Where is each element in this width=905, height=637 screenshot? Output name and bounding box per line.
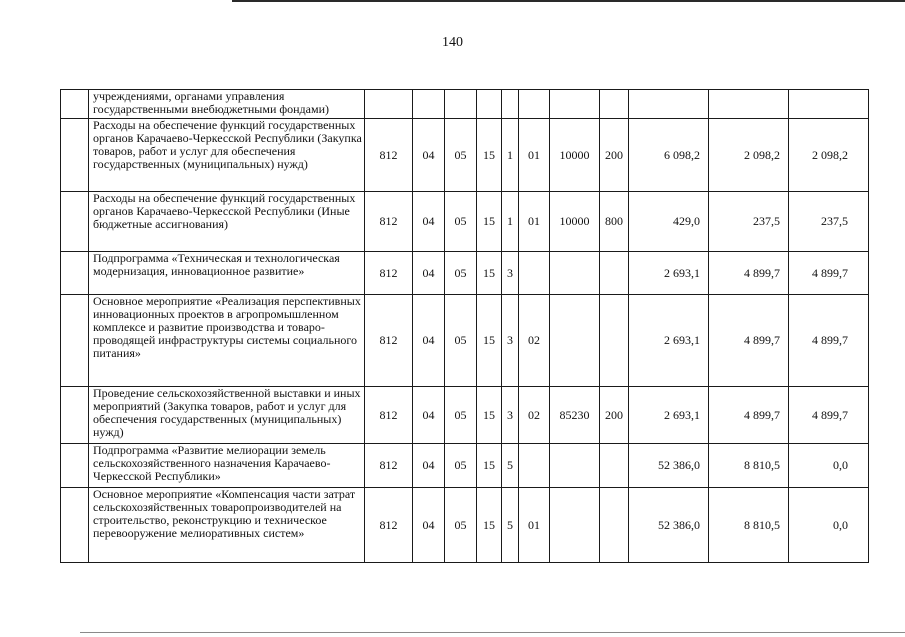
item-name-cell: Расходы на обеспечение функций государственных органов Карачаево-Черкесской Республики (Закупка товаров, работ и услуг для обеспечения государственных (муниципальных) нужд) [89, 119, 365, 192]
item-name-cell: Основное мероприятие «Реализация перспективных инновационных проектов в агропромышленном комплексе и развитие производства и товаро-проводящей инфраструктуры системы социального питания» [89, 295, 365, 387]
activity-code-cell: 01 [519, 488, 550, 563]
item-name-cell: учреждениями, органами управления государственными внебюджетными фондами) [89, 90, 365, 119]
direction-code-cell: 10000 [550, 119, 600, 192]
amount-year-3-cell: 4 899,7 [789, 387, 869, 444]
program-code-cell: 15 [477, 192, 502, 252]
row-index-cell [61, 90, 89, 119]
item-name-cell: Подпрограмма «Развитие мелиорации земель сельскохозяйственного назначения Карачаево-Черкесской Республики» [89, 444, 365, 488]
program-code-cell: 15 [477, 444, 502, 488]
row-index-cell [61, 252, 89, 295]
expense-type-code-cell [600, 252, 629, 295]
subprogram-code-cell: 1 [502, 119, 519, 192]
amount-year-2-cell: 8 810,5 [709, 444, 789, 488]
amount-year-1-cell: 429,0 [629, 192, 709, 252]
ministry-code-cell: 812 [365, 488, 413, 563]
subsection-code-cell: 05 [445, 444, 477, 488]
direction-code-cell: 85230 [550, 387, 600, 444]
row-index-cell [61, 387, 89, 444]
table-row [61, 252, 869, 295]
amount-year-1-cell: 2 693,1 [629, 387, 709, 444]
subprogram-code-cell: 3 [502, 295, 519, 387]
item-name-cell: Проведение сельскохозяйственной выставки и иных мероприятий (Закупка товаров, работ и услуг для обеспечения государственных (муниципальных) нужд) [89, 387, 365, 444]
amount-year-3-cell: 237,5 [789, 192, 869, 252]
activity-code-cell [519, 252, 550, 295]
amount-year-2-cell: 8 810,5 [709, 488, 789, 563]
subsection-code-cell: 05 [445, 387, 477, 444]
amount-year-1-cell: 2 693,1 [629, 252, 709, 295]
ministry-code-cell: 812 [365, 387, 413, 444]
item-name-cell: Основное мероприятие «Компенсация части затрат сельскохозяйственных товаропроизводителей на строительство, реконструкцию и техническое перевооружение мелиоративных систем» [89, 488, 365, 563]
table-row [61, 295, 869, 387]
page-number: 140 [442, 35, 463, 50]
subprogram-code-cell: 5 [502, 488, 519, 563]
item-name-cell: Расходы на обеспечение функций государственных органов Карачаево-Черкесской Республики (Иные бюджетные ассигнования) [89, 192, 365, 252]
scan-edge-top [232, 0, 905, 2]
amount-year-3-cell: 2 098,2 [789, 119, 869, 192]
subprogram-code-cell [502, 90, 519, 119]
program-code-cell [477, 90, 502, 119]
amount-year-3-cell: 4 899,7 [789, 295, 869, 387]
section-code-cell: 04 [413, 252, 445, 295]
section-code-cell: 04 [413, 192, 445, 252]
amount-year-3-cell: 4 899,7 [789, 252, 869, 295]
amount-year-3-cell: 0,0 [789, 488, 869, 563]
activity-code-cell: 02 [519, 295, 550, 387]
expense-type-code-cell [600, 295, 629, 387]
table-row [61, 488, 869, 563]
program-code-cell: 15 [477, 119, 502, 192]
amount-year-3-cell: 0,0 [789, 444, 869, 488]
expense-type-code-cell: 200 [600, 387, 629, 444]
subsection-code-cell: 05 [445, 295, 477, 387]
subsection-code-cell: 05 [445, 488, 477, 563]
section-code-cell: 04 [413, 119, 445, 192]
table-row [61, 192, 869, 252]
amount-year-2-cell: 4 899,7 [709, 252, 789, 295]
row-index-cell [61, 192, 89, 252]
row-index-cell [61, 444, 89, 488]
ministry-code-cell: 812 [365, 295, 413, 387]
amount-year-2-cell: 4 899,7 [709, 295, 789, 387]
ministry-code-cell: 812 [365, 252, 413, 295]
expense-type-code-cell: 200 [600, 119, 629, 192]
amount-year-2-cell: 237,5 [709, 192, 789, 252]
amount-year-1-cell: 2 693,1 [629, 295, 709, 387]
expense-type-code-cell [600, 488, 629, 563]
direction-code-cell [550, 488, 600, 563]
ministry-code-cell: 812 [365, 444, 413, 488]
amount-year-1-cell: 6 098,2 [629, 119, 709, 192]
amount-year-1-cell: 52 386,0 [629, 488, 709, 563]
program-code-cell: 15 [477, 252, 502, 295]
direction-code-cell: 10000 [550, 192, 600, 252]
direction-code-cell [550, 90, 600, 119]
expense-type-code-cell [600, 444, 629, 488]
activity-code-cell [519, 444, 550, 488]
amount-year-1-cell: 52 386,0 [629, 444, 709, 488]
subprogram-code-cell: 3 [502, 252, 519, 295]
section-code-cell: 04 [413, 295, 445, 387]
amount-year-2-cell: 4 899,7 [709, 387, 789, 444]
budget-table [60, 89, 869, 563]
amount-year-3-cell [789, 90, 869, 119]
row-index-cell [61, 119, 89, 192]
table-row [61, 119, 869, 192]
direction-code-cell [550, 295, 600, 387]
subsection-code-cell: 05 [445, 252, 477, 295]
section-code-cell: 04 [413, 444, 445, 488]
subprogram-code-cell: 1 [502, 192, 519, 252]
table-row [61, 444, 869, 488]
activity-code-cell [519, 90, 550, 119]
expense-type-code-cell [600, 90, 629, 119]
section-code-cell: 04 [413, 387, 445, 444]
program-code-cell: 15 [477, 488, 502, 563]
program-code-cell: 15 [477, 295, 502, 387]
activity-code-cell: 01 [519, 192, 550, 252]
subsection-code-cell: 05 [445, 192, 477, 252]
row-index-cell [61, 295, 89, 387]
budget-table-body [61, 90, 869, 563]
subsection-code-cell [445, 90, 477, 119]
subprogram-code-cell: 3 [502, 387, 519, 444]
ministry-code-cell: 812 [365, 119, 413, 192]
scan-edge-bottom [80, 632, 905, 633]
table-row [61, 90, 869, 119]
ministry-code-cell: 812 [365, 192, 413, 252]
subprogram-code-cell: 5 [502, 444, 519, 488]
amount-year-2-cell [709, 90, 789, 119]
direction-code-cell [550, 252, 600, 295]
row-index-cell [61, 488, 89, 563]
activity-code-cell: 01 [519, 119, 550, 192]
direction-code-cell [550, 444, 600, 488]
amount-year-1-cell [629, 90, 709, 119]
ministry-code-cell [365, 90, 413, 119]
expense-type-code-cell: 800 [600, 192, 629, 252]
amount-year-2-cell: 2 098,2 [709, 119, 789, 192]
subsection-code-cell: 05 [445, 119, 477, 192]
section-code-cell [413, 90, 445, 119]
section-code-cell: 04 [413, 488, 445, 563]
activity-code-cell: 02 [519, 387, 550, 444]
item-name-cell: Подпрограмма «Техническая и технологическая модернизация, инновационное развитие» [89, 252, 365, 295]
program-code-cell: 15 [477, 387, 502, 444]
table-row [61, 387, 869, 444]
